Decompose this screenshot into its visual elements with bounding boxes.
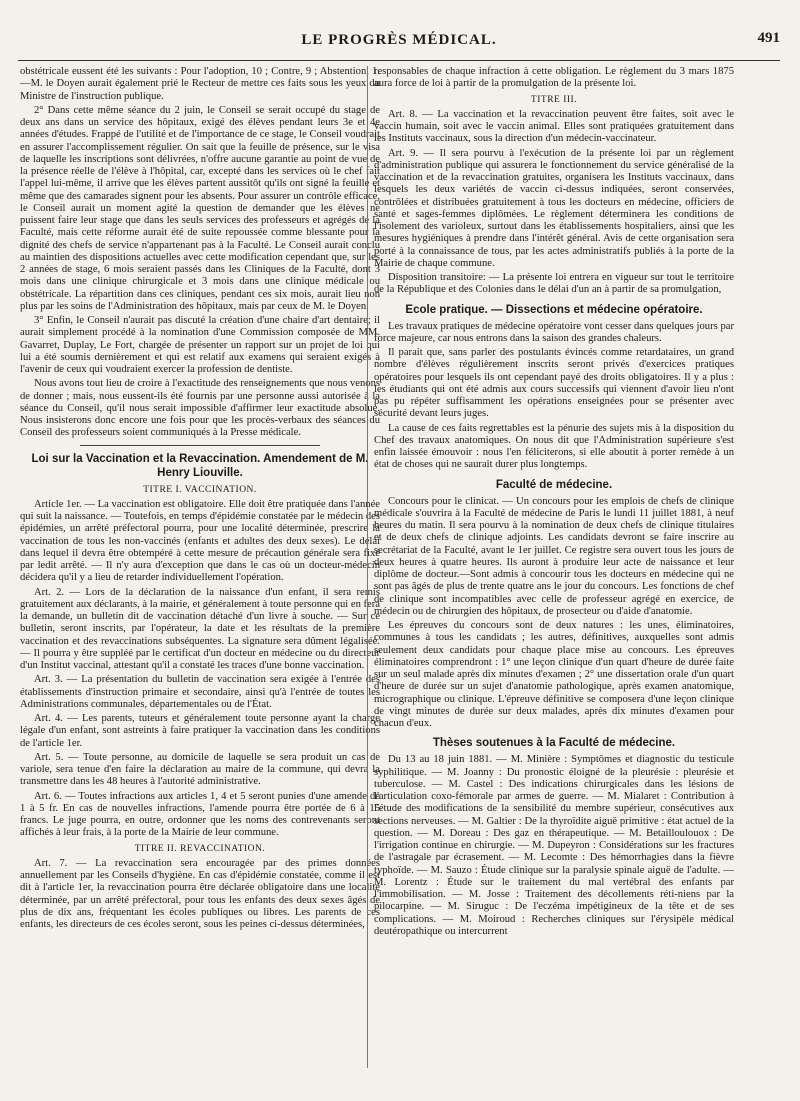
article: Art. 5. — Toute personne, au domicile de laquelle se sera produit un cas de variole, sera tenue d'en faire la déclaration au maire de la commune, qui devra la transmettre dans les 48 heures à l'autorité administrative. [20,751,380,788]
article: Art. 7. — La revaccination sera encouragée par des primes données annuellement par les Conseils d'hygiène. En cas d'épidémie constatée, comme il est dit à l'article 1er, la revaccination pourra être déclarée obligatoire dans une localité déterminée, par un arrêté préfectoral, pour tous les enfants des deux sexes âgés de plus de dix ans, fréquentant les écoles publiques ou libres. Les parents de ces enfants, les directeurs de ces écoles seront, sous les peines ci-dessus déterminées, [20,857,380,930]
paragraph: Disposition transitoire: — La présente loi entrera en vigueur sur tout le territoire de la République et des Colonies dans le délai d'un an à partir de sa promulgation, [374,272,734,296]
paragraph: 3° Enfin, le Conseil n'aurait pas discuté la création d'une chaire d'art dentaire; il aurait simplement procédé à la nomination d'une Commission composée de MM. Gavarret, Duplay, Le Fort, chargée de présenter un rapport sur un projet de loi qui lui a été soumis dernièrement et qui est relatif aux examens qui seraient exigés à l'avenir de ceux qui voudraient exercer la profession de dentiste. [20,315,380,375]
column-rule [367,66,368,1068]
paragraph: 2° Dans cette même séance du 2 juin, le Conseil se serait occupé du stage de deux ans dans un service des hôpitaux, exigé des élèves pendant leurs 3e et 4e années d'études. Frappé de l'utilité et de l'importance de ce stage, le Conseil voudrait en assurer l'accomplissement régulier. On sait que la feuille de présence, sur le visa de laquelle les inscriptions sont délivrées, n'offre aucune garantie au point de vue de la présence réelle de l'élève à l'hôpital, car, excepté dans les services où le chef fait l'appel lui-même, il arrive que les élèves partent aussitôt qu'ils ont signé la feuille et même que des camarades signent pour les absents. Pour assurer un contrôle efficace, le Conseil aurait un moment agité la question de demander que les élèves ne puissent faire leur stage que dans les seuls services des professeurs et agrégés de la Faculté, mais cette réforme aurait été de suite repoussée comme blessante pour la dignité des chefs de service n'appartenant pas à la Faculté. Le Conseil aurait conclu au maintien des dispositions actuelles avec cette modification cependant que, sur les 2 années de stage, 6 mois seraient passés dans les Cliniques de la Faculté, dont 3 mois dans une clinique chirurgicale et 3 mois dans une clinique médicale ou obstétricale. La répartition dans ces cliniques, pendant ces six mois, aurait lieu non plus par les soins de l'Administration des hôpitaux, mais par ceux de M. le Doyen. [20,104,380,312]
article: Art. 4. — Les parents, tuteurs et généralement toute personne ayant la charge légale d'un enfant, sont astreints à faire pratiquer la vaccination dans les conditions de l'article 1er. [20,713,380,749]
article: Art. 8. — La vaccination et la revaccination peuvent être faites, soit avec le vaccin humain, soit avec le vaccin animal. Elles sont pratiquées gratuitement dans les Instituts vaccinaux, sous la direction d'un médecin-vaccinateur. [374,108,734,145]
subsection-title: TITRE III. [530,94,578,105]
article: Article 1er. — La vaccination est obligatoire. Elle doit être pratiquée dans l'année qui suit la naissance. — Toutefois, en temps d'épidémie constatée par le médecin des épidémies, un arrêté préfectoral pourra, pour une localité déterminée, prescrire la vaccination de tous les non-vaccinés (enfants et adultes des deux sexes). Le délai dans lequel il devra être obtempéré à cette mesure de précaution générale sera fixé par ledit arrêté. — Il n'y aura d'exception que dans le cas où un docteur-médecin décidera qu'il y a lieu de retarder individuellement l'opération. [20,498,380,584]
paragraph: Concours pour le clinicat. — Un concours pour les emplois de chefs de clinique médicale s'ouvrira à la Faculté de médecine de Paris le lundi 11 juillet 1881, à neuf heures du matin. Il sera pourvu à la nomination de deux chefs de clinique titulaires et de deux chefs de clinique adjoints. Les candidats devront se faire inscrire au secrétariat de la Faculté, avant le 1er juillet. Ce registre sera ouvert tous les jours de deux heures à quatre heures. Ils auront à produire leur acte de naissance et leur diplôme de docteur.—Sont admis à concourir tous les docteurs en médecine qui ne sont pas âgés de plus de trente quatre ans le jour du concours. Les fonctions de chef de clinique sont incompatibles avec celle de professeur agrégé en exercice, de médecin ou de chirurgien des hôpitaux, de prosecteur ou d'aide d'anatomie. [374,495,734,617]
section-heading: Thèses soutenues à la Faculté de médecine. [432,737,676,750]
section-heading: Faculté de médecine. [495,478,613,491]
left-column [20,66,380,1076]
article: Art. 2. — Lors de la déclaration de la naissance d'un enfant, il sera remis gratuitement aux déclarants, à la mairie, et généralement à toute personne qui en fera la demande, un bulletin dit de vaccination détaché d'un livre à souche. — Sur ce bulletin, seront inscrits, par l'opérateur, la date et les résultats de la première vaccination et des revaccinations subséquentes. La signature sera dûment légalisée. — Il pourra y être suppléé par le certificat d'un docteur en médecine ou du directeur d'un Institut vaccinal, attestant qu'il a constaté les traces d'une bonne vaccination. [20,586,380,671]
article: Art. 3. — La présentation du bulletin de vaccination sera exigée à l'entrée des établissements d'instruction primaire et secondaire, ainsi qu'à l'entrée de toutes les Administrations communales, départementales ou de l'État. [20,674,380,710]
header-rule [18,60,780,61]
paragraph: Il parait que, sans parler des postulants évincés comme retardataires, un grand nombre d'élèves régulièrement inscrits seront privés d'exercices pratiques opératoires pour lesquels ils ont cependant payé des droits obligatoires. Il y a plus : les étudiants qui ont été admis aux cours successifs qui viennent d'avoir lieu n'ont pas pu répéter suffisamment les opérations enseignées pour se présenter avec sécurité devant leurs juges. [374,347,734,420]
right-column [374,66,734,1076]
paragraph: La cause de ces faits regrettables est la pénurie des sujets mis à la disposition du Chef des travaux anatomiques. On nous dit que l'Administration supérieure s'est enfin laissée émouvoir : nous l'en féliciterons, si elle aboutit à porter remède à un état de choses qui ne saurait durer plus longtemps. [374,422,734,471]
section-heading: Ecole pratique. — Dissections et médecine opératoire. [405,303,703,316]
paragraph: obstétricale eussent été les suivants : Pour l'adoption, 10 ; Contre, 9 ; Abstention, 1.—M. le Doyen aurait également prié le Recteur de mettre ces faits sous les yeux du Ministre de l'instruction publique. [20,66,380,102]
paragraph: Du 13 au 18 juin 1881. — M. Minière : Symptômes et diagnostic du testicule syphilitique. — M. Joanny : Du pronostic éloigné de la pleurésie : pleurésie et tuberculose. — M. Castel : Des indications chirurgicales dans les lésions de l'articulation coxo-fémorale par armes de guerre. — M. Mialaret : Contribution à l'étude des modifications de la sensibilité du membre supérieur, consécutives aux sections nerveuses. — M. Galtier : De la thyroïdite aiguë primitive : état actuel de la question. — M. Doreau : Des gaz en thérapeutique. — M. Betailloulouox : De l'irrigation continue en chirurgie. — M. Dupeyron : Considérations sur les fractures de l'astragale par écrasement. — M. Lecomte : Des hémorrhagies dans la fièvre typhoïde. — M. Sauzo : Étude clinique sur la paralysie spinale aiguë de l'adulte. — M. Lorentz : Étude sur le traitement du mal vertébral des enfants par l'immobilisation. — M. Josse : Traitement des décollements réti-niens par la pilocarpine. — M. Siruguc : De l'eczéma impétigineux de la tête et de ses complications. — M. Moiroud : Recherches cliniques sur l'érysipèle médical deutéropathique ou intercurrent [374,754,734,937]
page-header [18,30,780,60]
section-divider [80,445,320,446]
paragraph: responsables de chaque infraction à cette obligation. Le règlement du 3 mars 1875 aura force de loi à partir de la promulgation de la présente loi. [374,66,734,90]
article: Art. 9. — Il sera pourvu à l'exécution de la présente loi par un règlement d'administration publique qui assurera le fonctionnement du service généralisé de la vaccination et de la revaccination gratuites, organisera les Instituts vaccinaux, dans lesquels les deux variétés de vaccin ci-dessus indiquées, seront conservées, contrôlées et distribuées gratuitement à tous les docteurs en médecine, officiers de santé et sages-femmes diplômées. Le règlement déterminera les conditions de l'isolement des varioleux, surtout dans les établissements hospitaliers, ainsi que les mesures hygiéniques à prendre dans l'intérêt général. Avis de cette organisation sera porté à la connaissance de tous, par les actes administratifs publiés à la porte de la Mairie de chaque commune. [374,147,734,269]
journal-title: LE PROGRÈS MÉDICAL. [301,32,497,48]
subsection-title: TITRE I. VACCINATION. [143,484,257,495]
article: Art. 6. — Toutes infractions aux articles 1, 4 et 5 seront punies d'une amende de 1 à 5 fr. En cas de nouvelles infractions, l'amende pourra être portée de 6 à 15 francs. Le juge pourra, en outre, ordonner que les noms des contrevenants seront affichés à leur frais, à la porte de la Mairie de leur commune. [20,790,380,839]
paragraph: Les travaux pratiques de médecine opératoire vont cesser dans quelques jours par force majeure, car nous entrons dans la saison des grandes chaleurs. [374,320,734,344]
page-number: 491 [757,30,780,46]
section-heading: Loi sur la Vaccination et la Revaccination. Amendement de M. Henry Liouville. [31,452,369,479]
subsection-title: TITRE II. REVACCINATION. [134,843,266,854]
paragraph: Nous avons tout lieu de croire à l'exactitude des renseignements que nous venons de donner ; mais, nous eussent-ils été fournis par une personne aussi autorisée à la séance du Conseil, qu'il nous serait impossible d'affirmer leur exactitude absolue. Nous insisterons donc encore une fois pour que les procès-verbaux des séances du Conseil des professeurs soient communiqués à la Presse médicale. [20,378,380,439]
paragraph: Les épreuves du concours sont de deux natures : les unes, éliminatoires, communes à tous les candidats ; les autres, définitives, auxquelles sont admis seulement deux candidats pour chaque place mise au concours. Les épreuves éliminatoires comprendront : 1° une leçon clinique d'un quart d'heure de durée faite sur un seul malade après dix minutes d'examen ; 2° une dissertation orale d'un quart d'heure de durée sur un sujet d'anatomie pathologique, après examen anatomique, micrographique ou clinique. L'épreuve définitive se composera d'une leçon clinique de vingt minutes de durée sur deux malades, après dix minutes d'examen pour chacun d'eux. [374,620,734,729]
